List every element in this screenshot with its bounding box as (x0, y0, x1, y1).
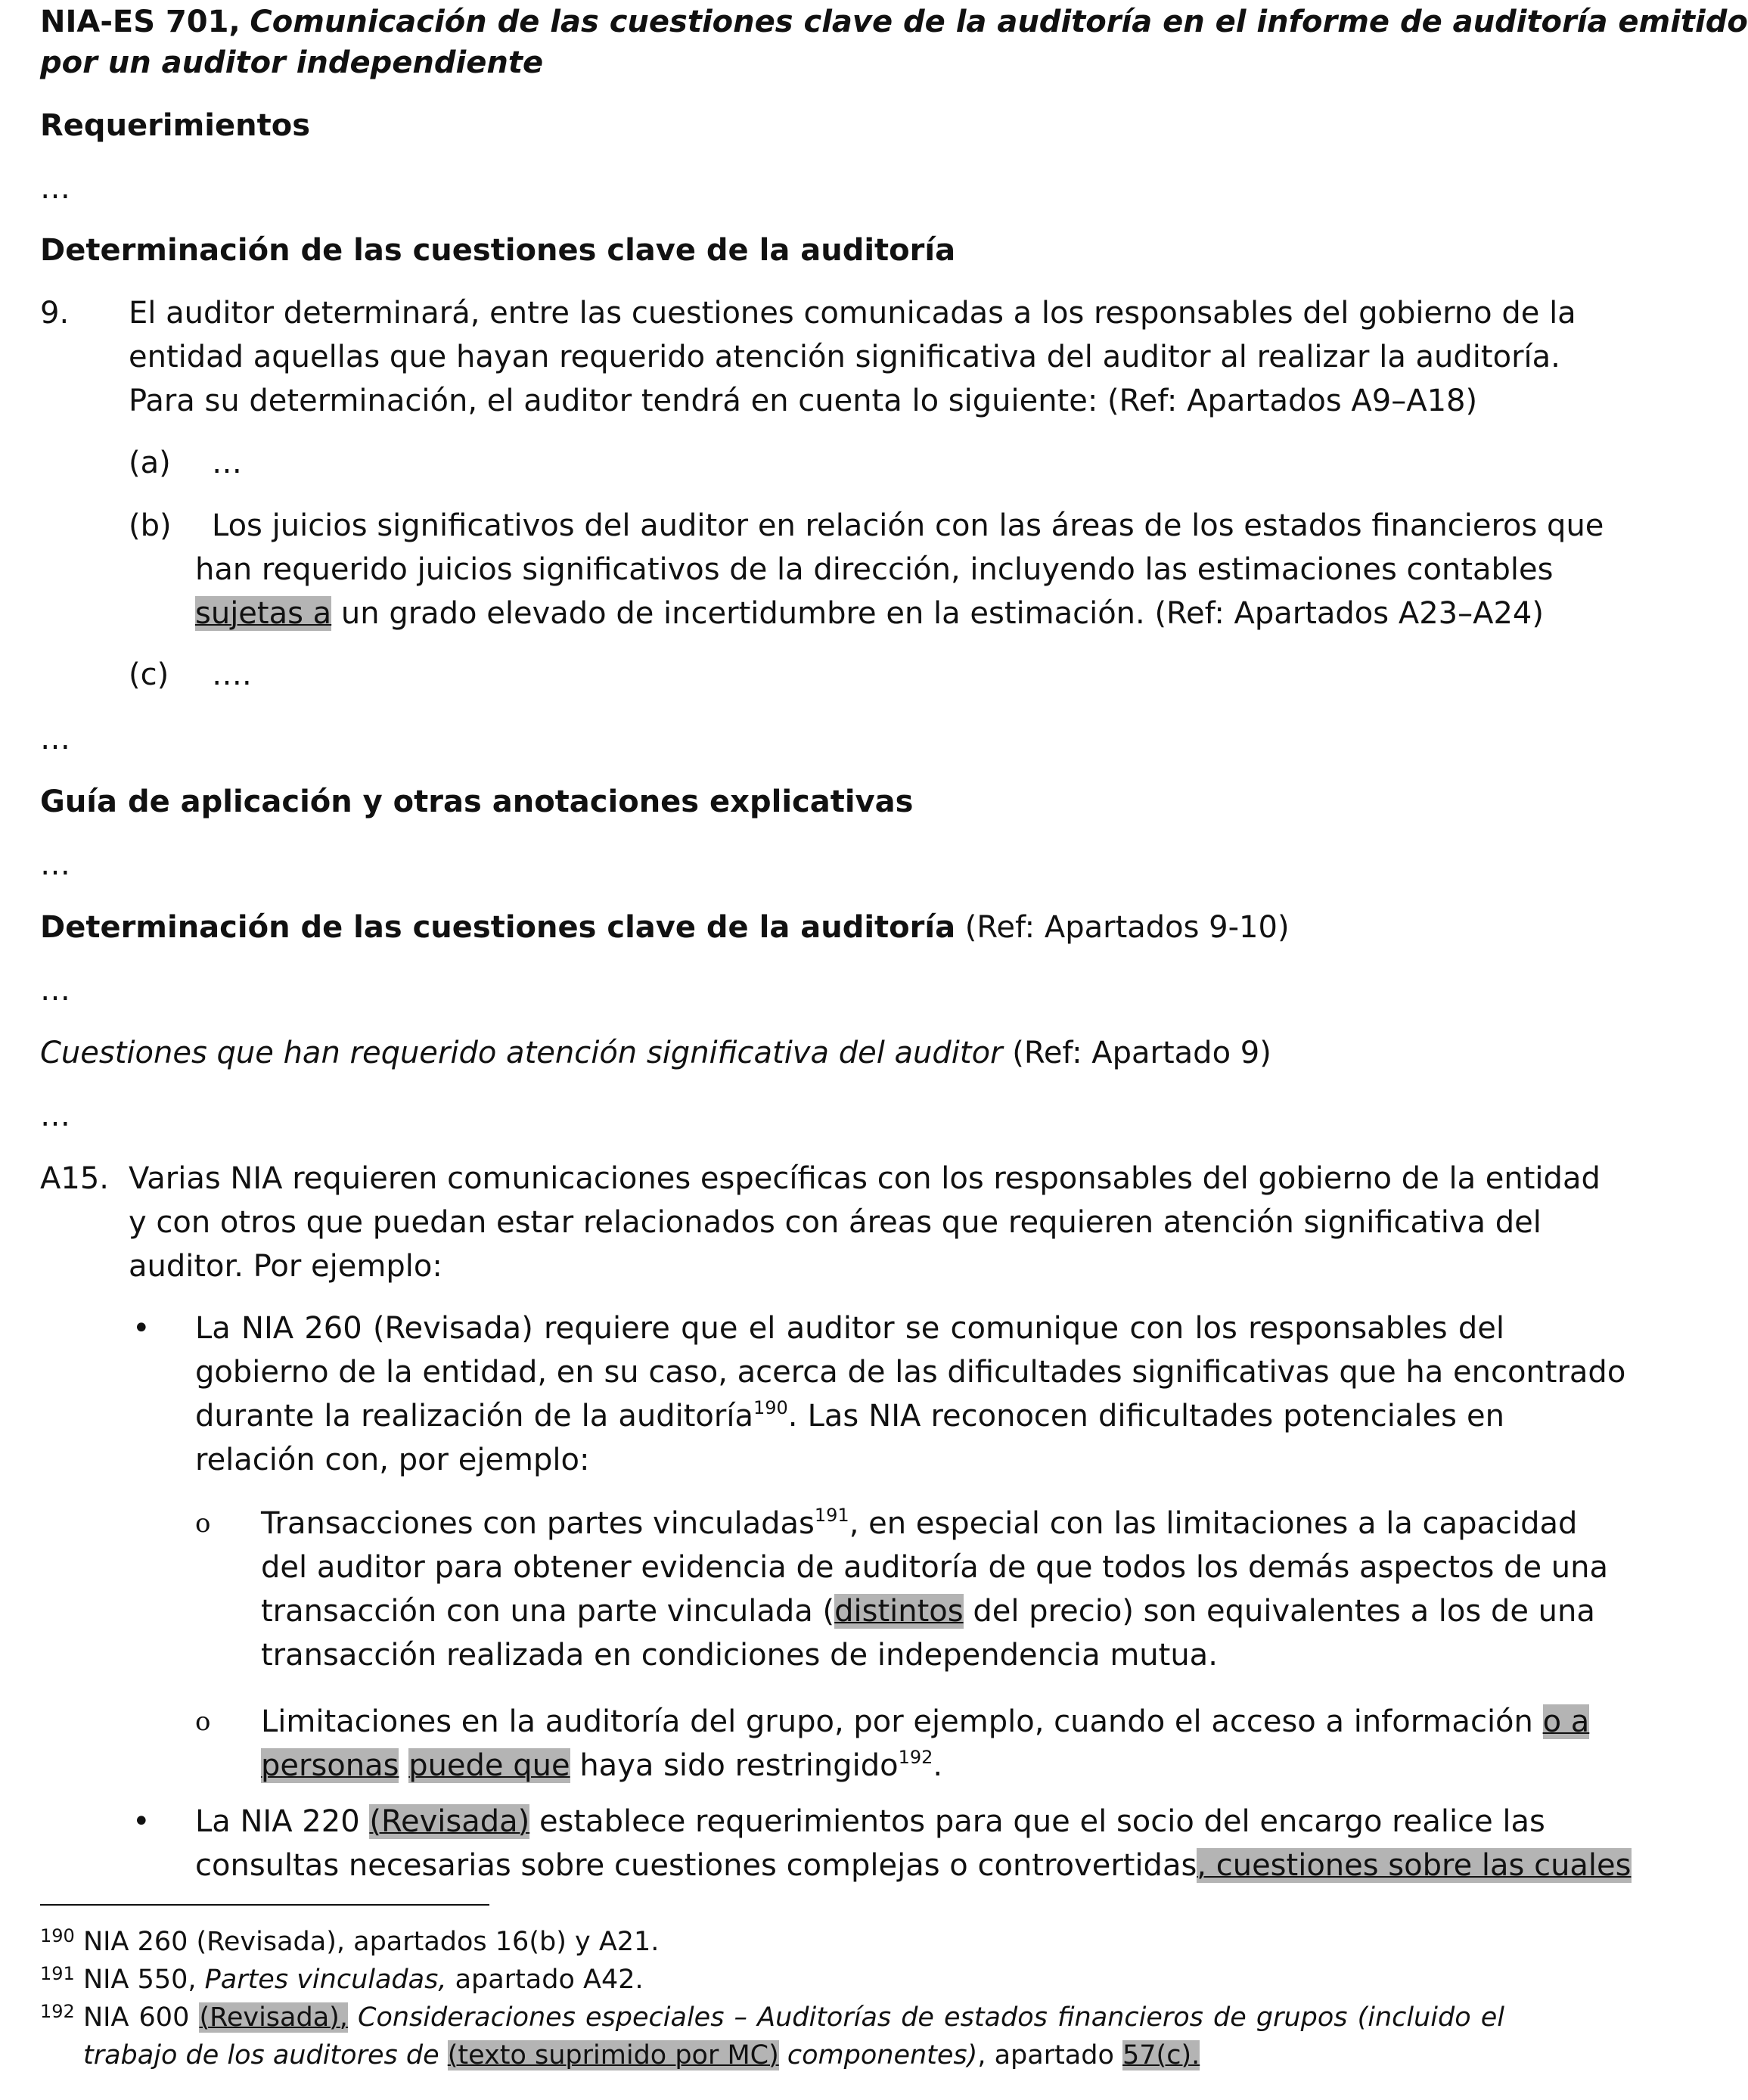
subheading-text: Determinación de las cuestiones clave de la auditoría (40, 910, 956, 945)
bullet-icon: • (132, 1804, 151, 1839)
footnote-ref[interactable]: 192 (898, 1747, 933, 1768)
sub-bullet-line (261, 1589, 1595, 1633)
footnote-text-italic: componentes) (778, 2040, 978, 2070)
bullet-line: gobierno de la entidad, en su caso, acerca de las dificultades significativas que ha encontrado (195, 1355, 1626, 1390)
paragraph-line: auditor. Por ejemplo: (129, 1249, 442, 1284)
sub-bullet-text: transacción con una parte vinculada ( (261, 1594, 835, 1629)
highlighted-text: o a (1542, 1704, 1590, 1739)
footnote-text-part: NIA 600 (83, 2002, 200, 2033)
sub-bullet-line: transacción realizada en condiciones de independencia mutua. (261, 1638, 1218, 1673)
ellipsis: … (40, 847, 70, 882)
subheading-ref: (Ref: Apartados 9-10) (955, 910, 1290, 945)
footnote-ref[interactable]: 190 (753, 1397, 788, 1418)
sub-bullet-line (261, 1502, 1578, 1545)
footnote-number: 191 (40, 1963, 75, 1984)
list-line: Los juicios significativos del auditor en relación con las áreas de los estados financieros que (212, 508, 1604, 543)
ellipsis: … (40, 973, 70, 1008)
bullet-text: . Las NIA reconocen dificultades potenciales en (787, 1399, 1504, 1434)
footnote-text-part: , apartado (977, 2040, 1123, 2070)
list-label: (c) (129, 657, 169, 692)
footnote-190 (40, 1923, 1504, 1961)
circle-bullet-icon: o (195, 1707, 211, 1737)
list-line: han requerido juicios significativos de la dirección, incluyendo las estimaciones contables (195, 552, 1554, 587)
bullet-line: La NIA 260 (Revisada) requiere que el auditor se comunique con los responsables del (195, 1311, 1504, 1346)
highlighted-text: distintos (834, 1594, 964, 1629)
bullet-line (195, 1394, 1504, 1438)
highlighted-text: (texto suprimido por MC) (447, 2040, 779, 2070)
footnote-text-part: NIA 550, (83, 1965, 205, 1995)
subheading-ref: (Ref: Apartado 9) (1002, 1036, 1271, 1070)
footnote-separator (40, 1904, 489, 1906)
footnote-191 (40, 1961, 1504, 1999)
footnote-text-italic: Partes vinculadas, (204, 1965, 447, 1995)
sub-bullet-text: haya sido restringido (570, 1748, 899, 1783)
footnote-ref[interactable]: 191 (814, 1505, 849, 1526)
list-text: …. (212, 657, 252, 692)
paragraph-number: A15. (40, 1161, 109, 1196)
bullet-line (195, 1800, 1545, 1844)
highlighted-text: (Revisada) (369, 1804, 530, 1839)
highlighted-text: sujetas a (195, 596, 332, 631)
bullet-text: consultas necesarias sobre cuestiones complejas o controvertidas (195, 1848, 1197, 1883)
footnote-text-part: apartado A42. (446, 1965, 644, 1995)
sub-bullet-text: . (933, 1748, 943, 1783)
sub-bullet-text: del precio) son equivalentes a los de una (963, 1594, 1595, 1629)
standard-code: NIA-ES 701, (40, 5, 241, 39)
paragraph-line: entidad aquellas que hayan requerido atención significativa del auditor al realizar la auditoría. (129, 340, 1560, 374)
sub-bullet-line (261, 1744, 1504, 1788)
paragraph-number: 9. (40, 296, 70, 331)
list-line: un grado elevado de incertidumbre en la estimación. (Ref: Apartados A23–A24) (331, 596, 1544, 631)
paragraph-line: Varias NIA requieren comunicaciones específicas con los responsables del gobierno de la entidad (129, 1161, 1601, 1196)
highlighted-text: , cuestiones sobre las cuales (1197, 1848, 1632, 1883)
document-title-line-1 (40, 0, 1748, 44)
bullet-text: durante la realización de la auditoría (195, 1399, 753, 1434)
sub-bullet-text: Limitaciones en la auditoría del grupo, por ejemplo, cuando el acceso a información (261, 1704, 1543, 1739)
footnote-text-italic: Consideraciones especiales – Auditorías de estados financieros de grupos (incluido el (347, 2002, 1504, 2033)
highlighted-text: (Revisada), (199, 2002, 348, 2033)
sub-bullet-line (261, 1700, 1590, 1744)
paragraph-line: y con otros que puedan estar relacionados con áreas que requieren atención significativa del (129, 1205, 1542, 1240)
bullet-text: La NIA 220 (195, 1804, 370, 1839)
footnote-text: NIA 260 (Revisada), apartados 16(b) y A21. (83, 1927, 660, 1957)
bullet-text: establece requerimientos para que el socio del encargo realice las (529, 1804, 1545, 1839)
document-title-line-2: por un auditor independiente (40, 45, 544, 80)
circle-bullet-icon: o (195, 1508, 211, 1539)
subheading-determinacion: Determinación de las cuestiones clave de la auditoría (40, 233, 956, 268)
footnote-number: 190 (40, 1925, 75, 1946)
bullet-icon: • (132, 1311, 151, 1346)
footnotes (40, 1923, 1504, 2074)
sub-bullet-text: Transacciones con partes vinculadas (261, 1506, 815, 1541)
list-label: (a) (129, 446, 171, 480)
ellipsis: … (40, 722, 70, 756)
paragraph-line: El auditor determinará, entre las cuestiones comunicadas a los responsables del gobierno de la (129, 296, 1576, 331)
footnote-line (83, 1999, 1504, 2036)
subheading-cuestiones (40, 1031, 1504, 1075)
subheading-determinacion-ref (40, 906, 1504, 949)
ellipsis: … (40, 1098, 70, 1133)
highlighted-text: personas (261, 1748, 399, 1783)
sub-bullet-line: del auditor para obtener evidencia de auditoría de que todos los demás aspectos de una (261, 1550, 1608, 1585)
list-label: (b) (129, 508, 172, 543)
footnote-number: 192 (40, 2001, 75, 2022)
footnote-line (83, 2036, 1504, 2074)
standard-title: Comunicación de las cuestiones clave de la auditoría en el informe de auditoría emitido (250, 5, 1748, 39)
paragraph-line: Para su determinación, el auditor tendrá en cuenta lo siguiente: (Ref: Apartados A9–A18) (129, 384, 1478, 418)
space (399, 1748, 408, 1783)
subheading-text: Cuestiones que han requerido atención significativa del auditor (40, 1036, 1003, 1070)
list-text: … (212, 446, 242, 480)
footnote-192 (40, 1999, 1504, 2074)
footnote-text (83, 1961, 644, 1999)
section-heading-guia: Guía de aplicación y otras anotaciones explicativas (40, 784, 914, 819)
sub-bullet-text: , en especial con las limitaciones a la capacidad (849, 1506, 1578, 1541)
bullet-line (195, 1844, 1632, 1887)
highlighted-text: 57(c). (1122, 2040, 1200, 2070)
bullet-line: relación con, por ejemplo: (195, 1443, 590, 1477)
ellipsis: … (40, 171, 70, 206)
highlighted-text: puede que (408, 1748, 570, 1783)
section-heading-requerimientos: Requerimientos (40, 108, 311, 143)
footnote-text-italic: trabajo de los auditores de (83, 2040, 448, 2070)
